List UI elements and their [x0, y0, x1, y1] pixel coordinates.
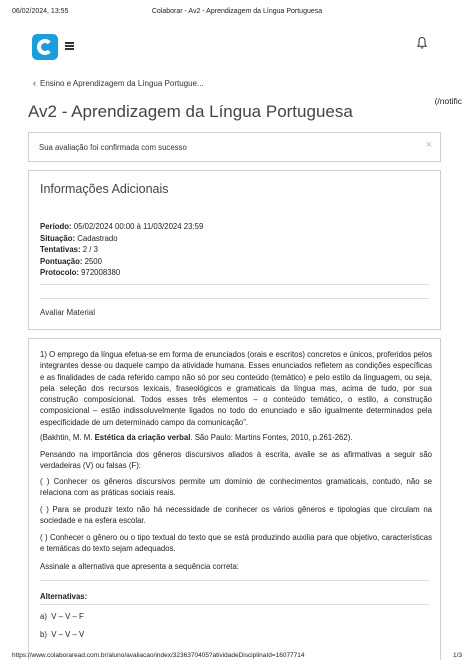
print-url: https://www.colaboraread.com.br/aluno/avaliacao/index/3236370405?atividadeDisciplinaId=16077714 — [12, 652, 305, 659]
breadcrumb[interactable] — [33, 78, 204, 88]
info-row-periodo: Período: 05/02/2024 00:00 à 11/03/2024 23:59 — [40, 222, 204, 231]
statement-1: ( ) Conhecer os gêneros discursivos permite um domínio de conhecimentos gramaticais, contudo, não se relaciona com as práticas sociais reais. — [40, 477, 432, 498]
print-footer — [12, 652, 462, 664]
bell-icon[interactable] — [416, 36, 428, 50]
success-alert — [28, 132, 441, 162]
avaliar-material-link[interactable]: Avaliar Material — [40, 308, 95, 317]
breadcrumb-course-link[interactable]: Ensino e Aprendizagem da Língua Portugue... — [40, 79, 204, 88]
statement-2: ( ) Para se produzir texto não há necessidade de conhecer os vários gêneros e tipologias que circulam na sociedade e na esfera escolar. — [40, 505, 432, 526]
question-text: 1) O emprego da língua efetua-se em forma de enunciados (orais e escritos) concretos e únicos, proferidos pelos integrantes desse ou daquele campo da atividade humana. Esses enunciados refletem as condições específicas e as finalidades de cada referido campo não só por seu conteúdo (temático) e pelo estilo da linguagem, ou seja, pela seleção dos recursos lexicais, fraseológicos e gramaticais da língua mas, acima de tudo, por sua construção composicional. Todos esses três elementos – o conteúdo temático, o estilo, a construção composicional – estão indissoluvelmente ligados no todo do enunciado e são igualmente determinados pela especificidade de um determinado campo da comunicação”. — [40, 350, 432, 427]
alternative-b[interactable]: b) V – V – V — [40, 630, 85, 639]
page-title: Av2 - Aprendizagem da Língua Portuguesa — [28, 102, 353, 121]
info-row-pontuacao: Pontuação: 2500 — [40, 256, 102, 266]
close-icon[interactable]: × — [425, 139, 432, 151]
info-row-situacao: Situação: Cadastrado — [40, 233, 118, 243]
divider — [40, 284, 429, 285]
info-row-protocolo: Protocolo: 972008380 — [40, 268, 121, 278]
info-panel — [28, 170, 441, 330]
divider — [40, 298, 429, 299]
print-header — [12, 8, 462, 20]
statement-3: ( ) Conhecer o gênero ou o tipo textual do texto que se está produzindo auxilia para que objetivo, características e temáticas do texto sejam adequados. — [40, 533, 432, 554]
info-row-tentativas: Tentativas: 2 / 3 — [40, 245, 98, 255]
alternatives-title: Alternativas: — [40, 592, 88, 601]
print-date: 06/02/2024, 13:55 — [12, 8, 69, 15]
alternative-a[interactable]: a) V – V – F — [40, 612, 84, 621]
question-panel — [28, 338, 441, 660]
print-page-title: Colaborar - Av2 - Aprendizagem da Língua Portuguesa — [151, 8, 323, 15]
colaborar-logo-icon[interactable] — [32, 34, 58, 60]
info-rows — [40, 221, 203, 279]
hamburger-menu-icon[interactable] — [65, 42, 74, 50]
notifications-link[interactable]: (/notific — [434, 96, 462, 106]
question-citation: (Bakhtin, M. M. Estética da criação verbal. São Paulo: Martins Fontes, 2010, p.261-262). — [40, 433, 353, 442]
chevron-left-icon: ‹ — [33, 78, 36, 88]
question-prompt: Pensando na importância dos gêneros discursivos aliados à escrita, avalie se as afirmativas a seguir são verdadeiras (V) ou falsas (F): — [40, 450, 432, 471]
alert-message: Sua avaliação foi confirmada com sucesso — [39, 143, 187, 152]
divider — [40, 580, 429, 581]
info-title: Informações Adicionais — [40, 182, 169, 196]
question-instruction: Assinale a alternativa que apresenta a sequência correta: — [40, 562, 239, 571]
page-number: 1/3 — [452, 652, 462, 659]
divider — [40, 604, 429, 605]
